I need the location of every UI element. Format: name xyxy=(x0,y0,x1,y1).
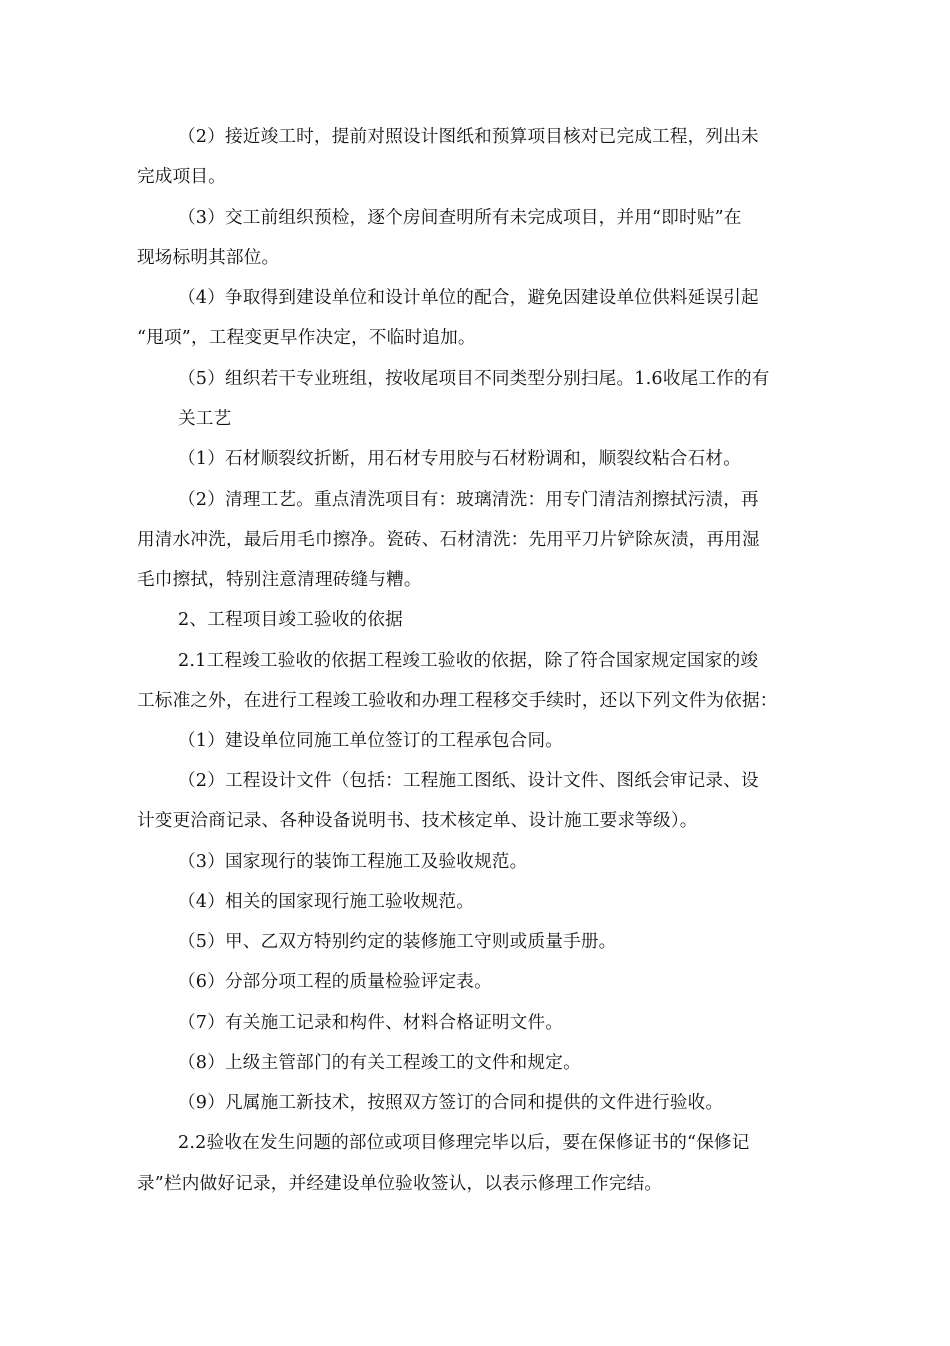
text-line: （1）石材顺裂纹折断，用石材专用胶与石材粉调和，顺裂纹粘合石材。 xyxy=(178,449,742,469)
text-line: （2）清理工艺。重点清洗项目有：玻璃清洗：用专门清洁剂擦拭污渍，再 xyxy=(178,490,759,510)
text-line: （6）分部分项工程的质量检验评定表。 xyxy=(178,972,492,992)
section-heading: 2、工程项目竣工验收的依据 xyxy=(178,610,403,630)
text-line: “甩项”，工程变更早作决定，不临时追加。 xyxy=(137,328,476,348)
text-line: （2）接近竣工时，提前对照设计图纸和预算项目核对已完成工程，列出未 xyxy=(178,127,759,147)
text-line: （3）国家现行的装饰工程施工及验收规范。 xyxy=(178,852,528,872)
text-line: （4）争取得到建设单位和设计单位的配合，避免因建设单位供料延误引起 xyxy=(178,288,759,308)
text-line: （8）上级主管部门的有关工程竣工的文件和规定。 xyxy=(178,1053,581,1073)
text-line: 录”栏内做好记录，并经建设单位验收签认，以表示修理工作完结。 xyxy=(137,1174,663,1194)
text-line: （5）组织若干专业班组，按收尾项目不同类型分别扫尾。1.6收尾工作的有 xyxy=(178,369,770,389)
text-line: 关工艺 xyxy=(178,409,232,429)
text-line: 完成项目。 xyxy=(137,167,226,187)
text-line: （3）交工前组织预检，逐个房间查明所有未完成项目，并用“即时贴”在 xyxy=(178,208,742,228)
text-line: 2.1工程竣工验收的依据工程竣工验收的依据，除了符合国家规定国家的竣 xyxy=(178,651,759,671)
text-line: （5）甲、乙双方特别约定的装修施工守则或质量手册。 xyxy=(178,932,617,952)
text-line: 现场标明其部位。 xyxy=(137,248,280,268)
text-line: 2.2验收在发生问题的部位或项目修理完毕以后，要在保修证书的“保修记 xyxy=(178,1133,750,1153)
text-line: （4）相关的国家现行施工验收规范。 xyxy=(178,892,475,912)
text-line: （1）建设单位同施工单位签订的工程承包合同。 xyxy=(178,731,564,751)
text-line: （9）凡属施工新技术，按照双方签订的合同和提供的文件进行验收。 xyxy=(178,1093,724,1113)
text-line: 毛巾擦拭，特别注意清理砖缝与糟。 xyxy=(137,570,422,590)
text-line: 工标准之外，在进行工程竣工验收和办理工程移交手续时，还以下列文件为依据： xyxy=(137,691,778,711)
text-line: （7）有关施工记录和构件、材料合格证明文件。 xyxy=(178,1013,564,1033)
text-line: （2）工程设计文件（包括：工程施工图纸、设计文件、图纸会审记录、设 xyxy=(178,771,759,791)
text-line: 计变更洽商记录、各种设备说明书、技术核定单、设计施工要求等级）。 xyxy=(137,811,698,831)
text-line: 用清水冲洗，最后用毛巾擦净。瓷砖、石材清洗：先用平刀片铲除灰渍，再用湿 xyxy=(137,530,760,550)
